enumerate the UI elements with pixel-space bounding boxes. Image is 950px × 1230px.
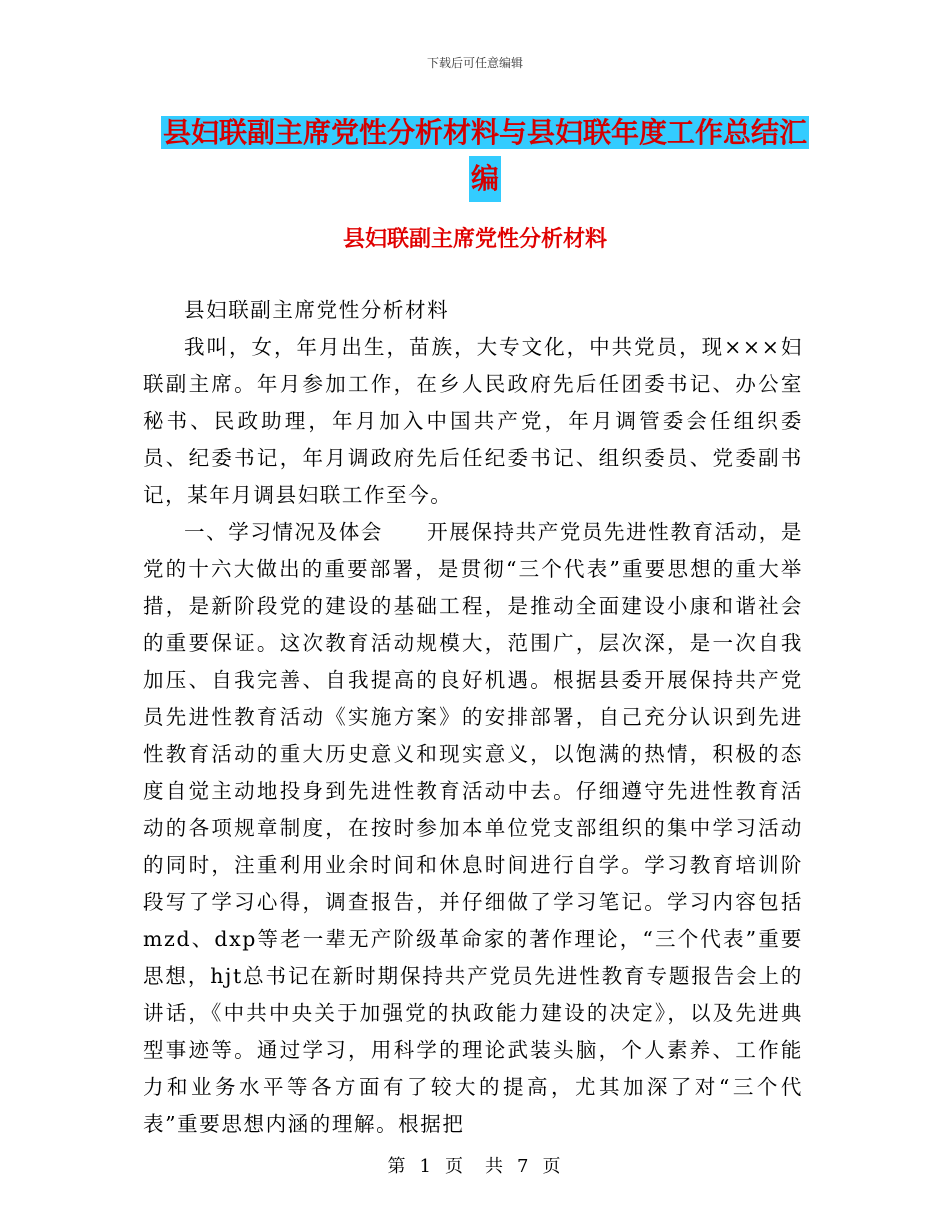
page-footer [0, 1152, 950, 1178]
document-title-line1: 县妇联副主席党性分析材料与县妇联年度工作总结汇 [162, 116, 807, 149]
footer-prefix: 第 [387, 1156, 408, 1177]
header-note: 下载后可任意编辑 [426, 56, 523, 70]
footer-page-number: 1 [419, 1156, 433, 1177]
section-title: 县妇联副主席党性分析材料 [342, 226, 607, 252]
footer-middle: 页 共 [445, 1156, 505, 1177]
document-title [150, 110, 820, 202]
body-text [143, 292, 803, 1143]
paragraph: 我叫，女，年月出生，苗族，大专文化，中共党员，现×××妇联副主席。年月参加工作，在乡人民政府先后任团委书记、办公室秘书、民政助理，年月加入中国共产党，年月调管委会任组织委员、纪委书记，年月调政府先后任纪委书记、组织委员、党委副书记，某年月调县妇联工作至今。 [143, 335, 803, 507]
document-title-line2: 编 [469, 156, 501, 202]
footer-suffix: 页 [542, 1156, 563, 1177]
paragraph: 一、学习情况及体会 开展保持共产党员先进性教育活动，是党的十六大做出的重要部署，是贯彻“三个代表”重要思想的重大举措，是新阶段党的建设的基础工程，是推动全面建设小康和谐社会的重要保证。这次教育活动规模大，范围广，层次深，是一次自我加压、自我完善、自我提高的良好机遇。根据县委开展保持共产党员先进性教育活动《实施方案》的安排部署，自己充分认识到先进性教育活动的重大历史意义和现实意义，以饱满的热情，积极的态度自觉主动地投身到先进性教育活动中去。仔细遵守先进性教育活动的各项规章制度，在按时参加本单位党支部组织的集中学习活动的同时，注重利用业余时间和休息时间进行自学。学习教育培训阶段写了学习心得，调查报告，并仔细做了学习笔记。学习内容包括mzd、dxp等老一辈无产阶级革命家的著作理论，“三个代表”重要思想，hjt总书记在新时期保持共产党员先进性教育专题报告会上的讲话，《中共中央关于加强党的执政能力建设的决定》，以及先进典型事迹等。通过学习，用科学的理论武装头脑，个人素养、工作能力和业务水平等各方面有了较大的提高，尤其加深了对“三个代表”重要思想内涵的理解。根据把 [143, 520, 803, 1136]
footer-total-pages: 7 [517, 1156, 531, 1177]
paragraph: 县妇联副主席党性分析材料 [184, 298, 450, 322]
